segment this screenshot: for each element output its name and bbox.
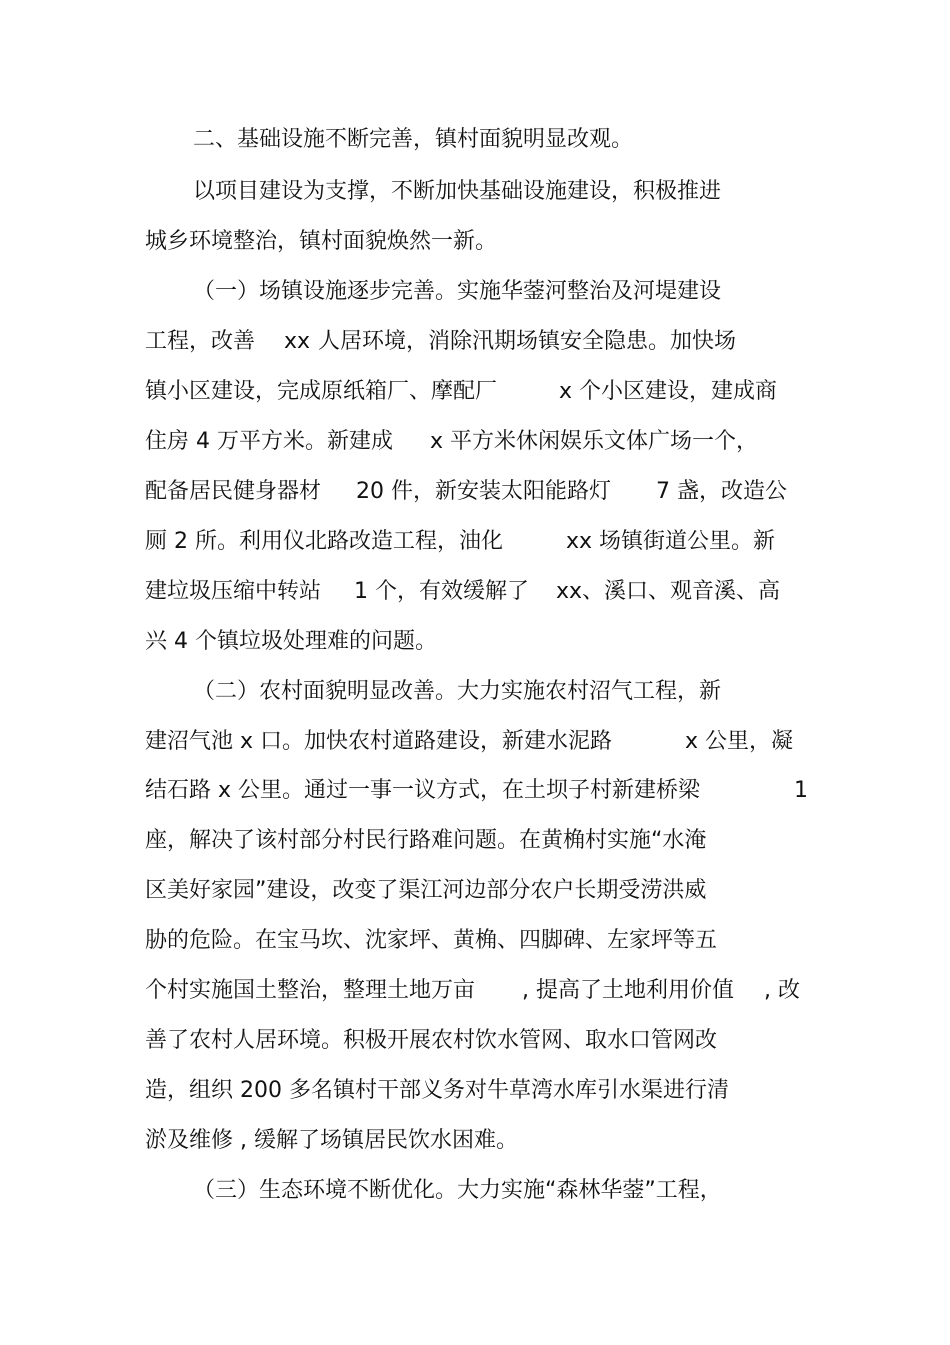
text-run: 二、基础设施不断完善，镇村面貌明显改观。 <box>193 127 634 152</box>
text-run: x 个小区建设，建成商 <box>559 379 778 404</box>
text-line <box>0 472 950 512</box>
text-line <box>0 1121 950 1161</box>
text-run: （二）农村面貌明显改善。大力实施农村沼气工程，新 <box>193 679 722 704</box>
text-line <box>0 1021 950 1061</box>
text-line <box>0 172 950 212</box>
text-line <box>0 272 950 312</box>
text-run: 住房 4 万平方米。新建成 <box>145 429 393 454</box>
text-run: （一）场镇设施逐步完善。实施华蓥河整治及河堤建设 <box>193 279 722 304</box>
text-run: x 平方米休闲娱乐文体广场一个， <box>430 429 759 454</box>
text-run: 座，解决了该村部分村民行路难问题。在黄桷村实施“水淹 <box>145 828 707 853</box>
text-run: 以项目建设为支撑，不断加快基础设施建设，积极推进 <box>193 179 722 204</box>
text-line <box>0 722 950 762</box>
text-line <box>0 771 950 811</box>
text-run: 结石路 x 公里。通过一事一议方式，在土坝子村新建桥梁 <box>145 778 701 803</box>
text-run: xx 场镇街道公里。新 <box>566 529 776 554</box>
text-run: 淤及维修 , 缓解了场镇居民饮水困难。 <box>145 1128 518 1153</box>
paragraph-heading <box>0 120 950 160</box>
text-run: （三）生态环境不断优化。大力实施“森林华蓥”工程， <box>193 1178 722 1203</box>
text-run: 镇小区建设，完成原纸箱厂、摩配厂 <box>145 379 498 404</box>
text-run: x 公里，凝 <box>685 729 794 754</box>
text-line <box>0 871 950 911</box>
text-line <box>0 672 950 712</box>
text-line <box>0 222 950 262</box>
text-run: 1 <box>794 778 808 803</box>
text-run: xx <box>284 329 311 354</box>
text-line <box>0 1071 950 1111</box>
text-run: xx、溪口、观音溪、高 <box>556 579 781 604</box>
text-line <box>0 971 950 1011</box>
text-line <box>0 522 950 562</box>
text-run: 建垃圾压缩中转站 <box>145 579 322 604</box>
text-line <box>0 622 950 662</box>
text-run: 人居环境，消除汛期场镇安全隐患。加快场 <box>318 329 737 354</box>
text-line <box>0 821 950 861</box>
text-run: 善了农村人居环境。积极开展农村饮水管网、取水口管网改 <box>145 1028 718 1053</box>
text-run: 20 件，新安装太阳能路灯 <box>356 479 611 504</box>
text-run: 工程，改善 <box>145 329 256 354</box>
text-line <box>0 422 950 462</box>
text-line <box>0 322 950 362</box>
text-line <box>0 372 950 412</box>
text-run: 配备居民健身器材 <box>145 479 322 504</box>
text-run: 厕 2 所。利用仪北路改造工程，油化 <box>145 529 503 554</box>
text-run: 城乡环境整治，镇村面貌焕然一新。 <box>145 229 498 254</box>
text-run: 7 盏，改造公 <box>656 479 787 504</box>
text-line <box>0 1171 950 1211</box>
text-run: 兴 4 个镇垃圾处理难的问题。 <box>145 629 437 654</box>
text-run: 建沼气池 x 口。加快农村道路建设，新建水泥路 <box>145 729 613 754</box>
text-run: 区美好家园”建设，改变了渠江河边部分农户长期受涝洪威 <box>145 878 707 903</box>
text-run: 胁的危险。在宝马坎、沈家坪、黄桷、四脚碑、左家坪等五 <box>145 928 718 953</box>
text-line <box>0 572 950 612</box>
text-run: 造，组织 200 多名镇村干部义务对牛草湾水库引水渠进行清 <box>145 1078 729 1103</box>
text-run: , 提高了土地利用价值 <box>522 978 734 1003</box>
text-run: 个村实施国土整治，整理土地万亩 <box>145 978 476 1003</box>
text-run: , 改 <box>764 978 800 1003</box>
text-line <box>0 921 950 961</box>
text-run: 1 个，有效缓解了 <box>354 579 529 604</box>
